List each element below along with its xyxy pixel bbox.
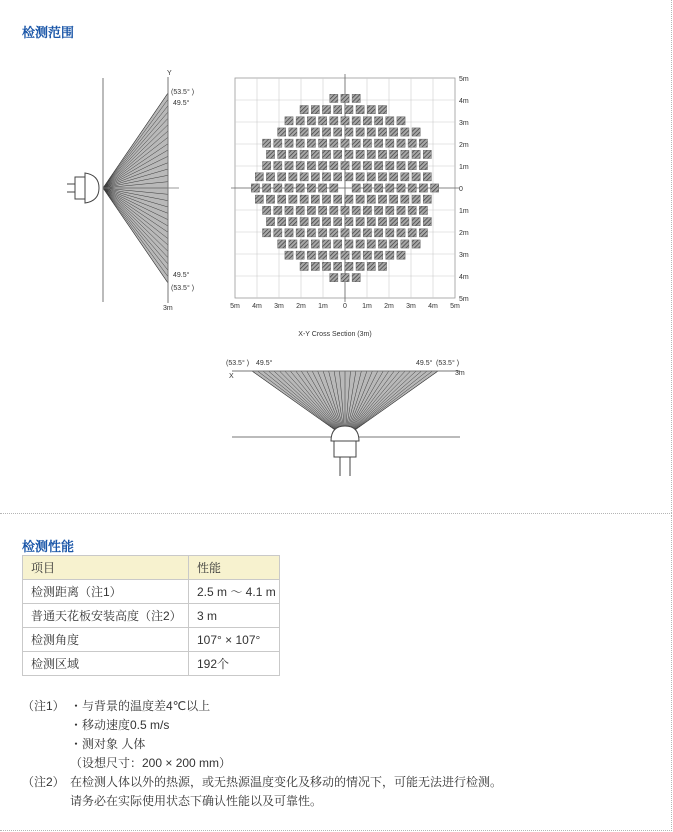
detection-zone [423, 218, 431, 226]
detection-zone [263, 229, 271, 237]
table-row [23, 580, 280, 604]
detection-zone [390, 240, 398, 248]
detection-zone [397, 139, 405, 147]
detection-zone [322, 106, 330, 114]
detection-zone [363, 184, 371, 192]
detection-zone [352, 162, 360, 170]
table-cell: 107° × 107° [189, 628, 280, 652]
detection-zone [319, 117, 327, 125]
detection-zone [390, 173, 398, 181]
detection-zone [307, 206, 315, 214]
detection-zone [319, 229, 327, 237]
detection-zone [375, 117, 383, 125]
detection-zone [356, 150, 364, 158]
detection-zone [378, 150, 386, 158]
note1-tag: （注1） [22, 699, 65, 713]
table-row [23, 604, 280, 628]
detection-zone [296, 206, 304, 214]
detection-zone [319, 184, 327, 192]
table-cell: 普通天花板安装高度（注2） [23, 604, 189, 628]
front-angle-inner-left: 49.5° [256, 360, 273, 367]
detection-zone [311, 106, 319, 114]
performance-section-title: 检测性能 [22, 539, 75, 554]
detection-zone [311, 173, 319, 181]
detection-zone [278, 128, 286, 136]
x-tick-label: 5m [450, 303, 460, 310]
detection-zone [263, 206, 271, 214]
x-tick-label: 1m [362, 303, 372, 310]
note2-line: 在检测人体以外的热源，或无热源温度变化及移动的情况下，可能无法进行检测。 [70, 775, 503, 789]
detection-zone [412, 173, 420, 181]
detection-zone [296, 251, 304, 259]
side-view-diagram [55, 65, 225, 315]
detection-zone [263, 162, 271, 170]
detection-zone [296, 117, 304, 125]
y-tick-label: 3m [459, 120, 469, 127]
table-cell: 192个 [189, 652, 280, 676]
detection-zone [375, 162, 383, 170]
y-tick-label: 1m [459, 164, 469, 171]
detection-zone [285, 162, 293, 170]
detection-zone [300, 195, 308, 203]
y-tick-label: 4m [459, 274, 469, 281]
detection-zone [345, 150, 353, 158]
detection-zone [322, 150, 330, 158]
front-view-diagram [222, 352, 477, 482]
front-angle-outer-left: (53.5° ) [226, 360, 250, 367]
detection-zone [419, 229, 427, 237]
detection-zone [300, 150, 308, 158]
detection-zone [274, 139, 282, 147]
detection-zone [401, 240, 409, 248]
detection-zone [367, 262, 375, 270]
detection-zone [322, 262, 330, 270]
detection-zone [397, 117, 405, 125]
detection-zone [266, 173, 274, 181]
detection-zone [375, 139, 383, 147]
front-axis-label: X [229, 373, 234, 380]
detection-zone [386, 184, 394, 192]
detection-zone [289, 150, 297, 158]
detection-zone [345, 240, 353, 248]
detection-zone [378, 218, 386, 226]
detection-zone [274, 184, 282, 192]
detection-zone [341, 206, 349, 214]
x-tick-label: 1m [318, 303, 328, 310]
y-tick-label: 3m [459, 252, 469, 259]
detection-zone [375, 184, 383, 192]
sensor-body-side [75, 177, 85, 199]
detection-zone [378, 262, 386, 270]
detection-zone [278, 195, 286, 203]
detection-zone [423, 150, 431, 158]
detection-zone [341, 94, 349, 102]
detection-zone [266, 195, 274, 203]
note2-tag: （注2） [22, 775, 65, 789]
detection-zone [307, 251, 315, 259]
detection-zone [345, 173, 353, 181]
detection-zone [322, 195, 330, 203]
detection-zone [423, 173, 431, 181]
detection-zone [296, 139, 304, 147]
detection-zone [285, 184, 293, 192]
detection-zone [311, 240, 319, 248]
detection-zone [274, 206, 282, 214]
detection-zone [334, 195, 342, 203]
note1-line: ・移动速度0.5 m/s [70, 718, 170, 732]
detection-zone [266, 218, 274, 226]
detection-zone [296, 229, 304, 237]
detection-zone [289, 240, 297, 248]
detection-zone [255, 195, 263, 203]
x-tick-label: 5m [230, 303, 240, 310]
detection-zone [341, 117, 349, 125]
detection-zone [307, 184, 315, 192]
detection-zone [352, 94, 360, 102]
detection-zone [419, 184, 427, 192]
x-tick-label: 2m [296, 303, 306, 310]
detection-zone [278, 173, 286, 181]
detection-zone [363, 162, 371, 170]
detection-zone [356, 128, 364, 136]
detection-zone [334, 150, 342, 158]
detection-zone [341, 139, 349, 147]
detection-zone [419, 206, 427, 214]
detection-zone [322, 128, 330, 136]
side-angle-inner-top: 49.5° [173, 100, 190, 107]
detection-zone [401, 173, 409, 181]
detection-zone [390, 218, 398, 226]
side-angle-outer-bottom: (53.5° ) [171, 285, 195, 292]
detection-zone [289, 128, 297, 136]
x-tick-label: 0 [343, 303, 347, 310]
detection-zone [285, 139, 293, 147]
detection-zone [386, 229, 394, 237]
detection-zone [390, 195, 398, 203]
detection-zone [363, 229, 371, 237]
table-cell: 检测距离（注1） [23, 580, 189, 604]
note2-line: 请务必在实际使用状态下确认性能以及可靠性。 [70, 794, 323, 808]
detection-zone [251, 184, 259, 192]
detection-zone [289, 195, 297, 203]
detection-zone [412, 150, 420, 158]
table-row [23, 652, 280, 676]
sensor-body-front [334, 441, 356, 457]
detection-zone [352, 117, 360, 125]
detection-zone [408, 162, 416, 170]
detection-zone [378, 240, 386, 248]
detection-zone [330, 206, 338, 214]
detection-zone [289, 218, 297, 226]
detection-zone [375, 206, 383, 214]
detection-zone [311, 218, 319, 226]
detection-zone [367, 106, 375, 114]
detection-zone [307, 162, 315, 170]
detection-zone [356, 262, 364, 270]
detection-zone [274, 162, 282, 170]
detection-zone [300, 106, 308, 114]
detection-zone [386, 139, 394, 147]
section-divider [0, 513, 672, 514]
detection-zone [307, 139, 315, 147]
y-tick-label: 4m [459, 98, 469, 105]
detection-zone [334, 128, 342, 136]
note1-line: ・测对象 人体 [70, 737, 146, 751]
detection-zone [401, 195, 409, 203]
detection-zone [311, 262, 319, 270]
front-angle-outer-right: (53.5° ) [436, 360, 460, 367]
detection-zone [419, 162, 427, 170]
detection-zone [375, 229, 383, 237]
range-section-title: 检测范围 [22, 25, 75, 40]
detection-zone [390, 128, 398, 136]
table-header-cell: 项目 [23, 556, 189, 580]
detection-zone [341, 162, 349, 170]
x-tick-label: 2m [384, 303, 394, 310]
detection-zone [408, 139, 416, 147]
detection-zone [412, 195, 420, 203]
detection-zone [386, 117, 394, 125]
detection-zone [319, 139, 327, 147]
table-cell: 2.5 m ～ 4.1 m [189, 580, 280, 604]
detection-zone [330, 162, 338, 170]
detection-zone [296, 184, 304, 192]
detection-zone [285, 117, 293, 125]
detection-zone [345, 106, 353, 114]
detection-zone [363, 251, 371, 259]
detection-zone [311, 150, 319, 158]
detection-zone [322, 218, 330, 226]
detection-zone [375, 251, 383, 259]
x-tick-label: 4m [252, 303, 262, 310]
detection-zone [345, 128, 353, 136]
detection-zone [296, 162, 304, 170]
detection-zone [386, 206, 394, 214]
detection-zone [390, 150, 398, 158]
side-angle-inner-bottom: 49.5° [173, 272, 190, 279]
detection-zone [322, 240, 330, 248]
detection-zone [345, 218, 353, 226]
detection-zone [378, 173, 386, 181]
detection-zone [386, 162, 394, 170]
detection-zone [352, 206, 360, 214]
detection-zone [330, 274, 338, 282]
detection-zone [345, 195, 353, 203]
detection-zone [278, 240, 286, 248]
detection-zone [397, 206, 405, 214]
detection-zone [367, 128, 375, 136]
detection-zone [356, 218, 364, 226]
detection-zone [408, 229, 416, 237]
cross-section-caption: X-Y Cross Section (3m) [298, 331, 372, 338]
detection-zone [334, 240, 342, 248]
detection-zone [363, 139, 371, 147]
x-tick-labels [230, 303, 460, 310]
detection-zone [397, 251, 405, 259]
detection-zone [367, 240, 375, 248]
detection-zone [431, 184, 439, 192]
detection-zone [378, 195, 386, 203]
detection-zone [289, 173, 297, 181]
detection-zone [307, 117, 315, 125]
detection-zone [330, 117, 338, 125]
detection-zone [274, 229, 282, 237]
table-row [23, 628, 280, 652]
detection-zone [367, 150, 375, 158]
side-distance-label: 3m [163, 305, 173, 312]
detection-zone [386, 251, 394, 259]
detection-zone [367, 195, 375, 203]
detection-zone [263, 139, 271, 147]
detection-zone [419, 139, 427, 147]
detection-zone [352, 229, 360, 237]
detection-zone [330, 139, 338, 147]
detection-zone [345, 262, 353, 270]
detection-zone [367, 218, 375, 226]
y-tick-label: 5m [459, 76, 469, 83]
y-tick-label: 1m [459, 208, 469, 215]
detection-zone [311, 195, 319, 203]
detection-zone [408, 206, 416, 214]
y-tick-label: 5m [459, 296, 469, 303]
detection-zone [412, 128, 420, 136]
detection-zone [255, 173, 263, 181]
detection-zone [334, 173, 342, 181]
detection-zone [378, 106, 386, 114]
x-tick-label: 3m [406, 303, 416, 310]
detection-zone [408, 184, 416, 192]
detection-zone [367, 173, 375, 181]
side-angle-outer-top: (53.5° ) [171, 89, 195, 96]
detection-zone [300, 240, 308, 248]
detection-zone [363, 206, 371, 214]
detection-zone [330, 251, 338, 259]
detection-zone [401, 218, 409, 226]
x-tick-label: 3m [274, 303, 284, 310]
y-tick-label: 0 [459, 186, 463, 193]
table-cell: 3 m [189, 604, 280, 628]
table-cell: 检测角度 [23, 628, 189, 652]
detection-zone [334, 262, 342, 270]
detection-zone [397, 184, 405, 192]
note1-line: ・与背景的温度差4℃以上 [70, 699, 211, 713]
detection-zone [356, 106, 364, 114]
detection-zone [322, 173, 330, 181]
detection-zone [397, 229, 405, 237]
detection-zone [397, 162, 405, 170]
detection-zone [363, 117, 371, 125]
detection-zone [319, 162, 327, 170]
detection-zone [285, 251, 293, 259]
note1-line: （设想尺寸：200 × 200 mm） [70, 756, 232, 770]
detection-zone [285, 229, 293, 237]
detection-zone [341, 274, 349, 282]
detection-zone [266, 150, 274, 158]
detection-zone [401, 150, 409, 158]
detection-zone [319, 251, 327, 259]
detection-zone [278, 218, 286, 226]
performance-table [22, 555, 280, 676]
detection-zone [341, 251, 349, 259]
detection-zone [330, 94, 338, 102]
detection-zone [300, 218, 308, 226]
detection-zone [352, 184, 360, 192]
x-tick-label: 4m [428, 303, 438, 310]
detection-zone [352, 274, 360, 282]
detection-zone [356, 195, 364, 203]
detection-zone [278, 150, 286, 158]
detection-zone [285, 206, 293, 214]
detection-zone [352, 139, 360, 147]
detection-zone [378, 128, 386, 136]
table-header-cell: 性能 [189, 556, 280, 580]
detection-zone [352, 251, 360, 259]
detection-zone [341, 229, 349, 237]
y-tick-label: 2m [459, 230, 469, 237]
detection-zone [319, 206, 327, 214]
detection-zone [412, 218, 420, 226]
detection-zone [300, 262, 308, 270]
detection-zone [401, 128, 409, 136]
detection-zone [356, 173, 364, 181]
detection-zone [423, 195, 431, 203]
detection-zone [311, 128, 319, 136]
bottom-divider [0, 830, 672, 831]
detection-zone [334, 106, 342, 114]
detection-zone [330, 229, 338, 237]
detection-zone [334, 218, 342, 226]
cross-section-diagram [225, 72, 475, 342]
table-header-row [23, 556, 280, 580]
y-tick-labels [459, 76, 469, 303]
table-cell: 检测区域 [23, 652, 189, 676]
detection-zone [300, 173, 308, 181]
detection-zone [307, 229, 315, 237]
front-distance-label: 3m [455, 370, 465, 377]
side-axis-label: Y [167, 70, 172, 77]
detection-zone [356, 240, 364, 248]
detection-zone [412, 240, 420, 248]
detection-zone [330, 184, 338, 192]
front-angle-inner-right: 49.5° [416, 360, 433, 367]
sensor-dome-side [85, 173, 99, 203]
detection-zone [263, 184, 271, 192]
detection-zone [300, 128, 308, 136]
y-tick-label: 2m [459, 142, 469, 149]
